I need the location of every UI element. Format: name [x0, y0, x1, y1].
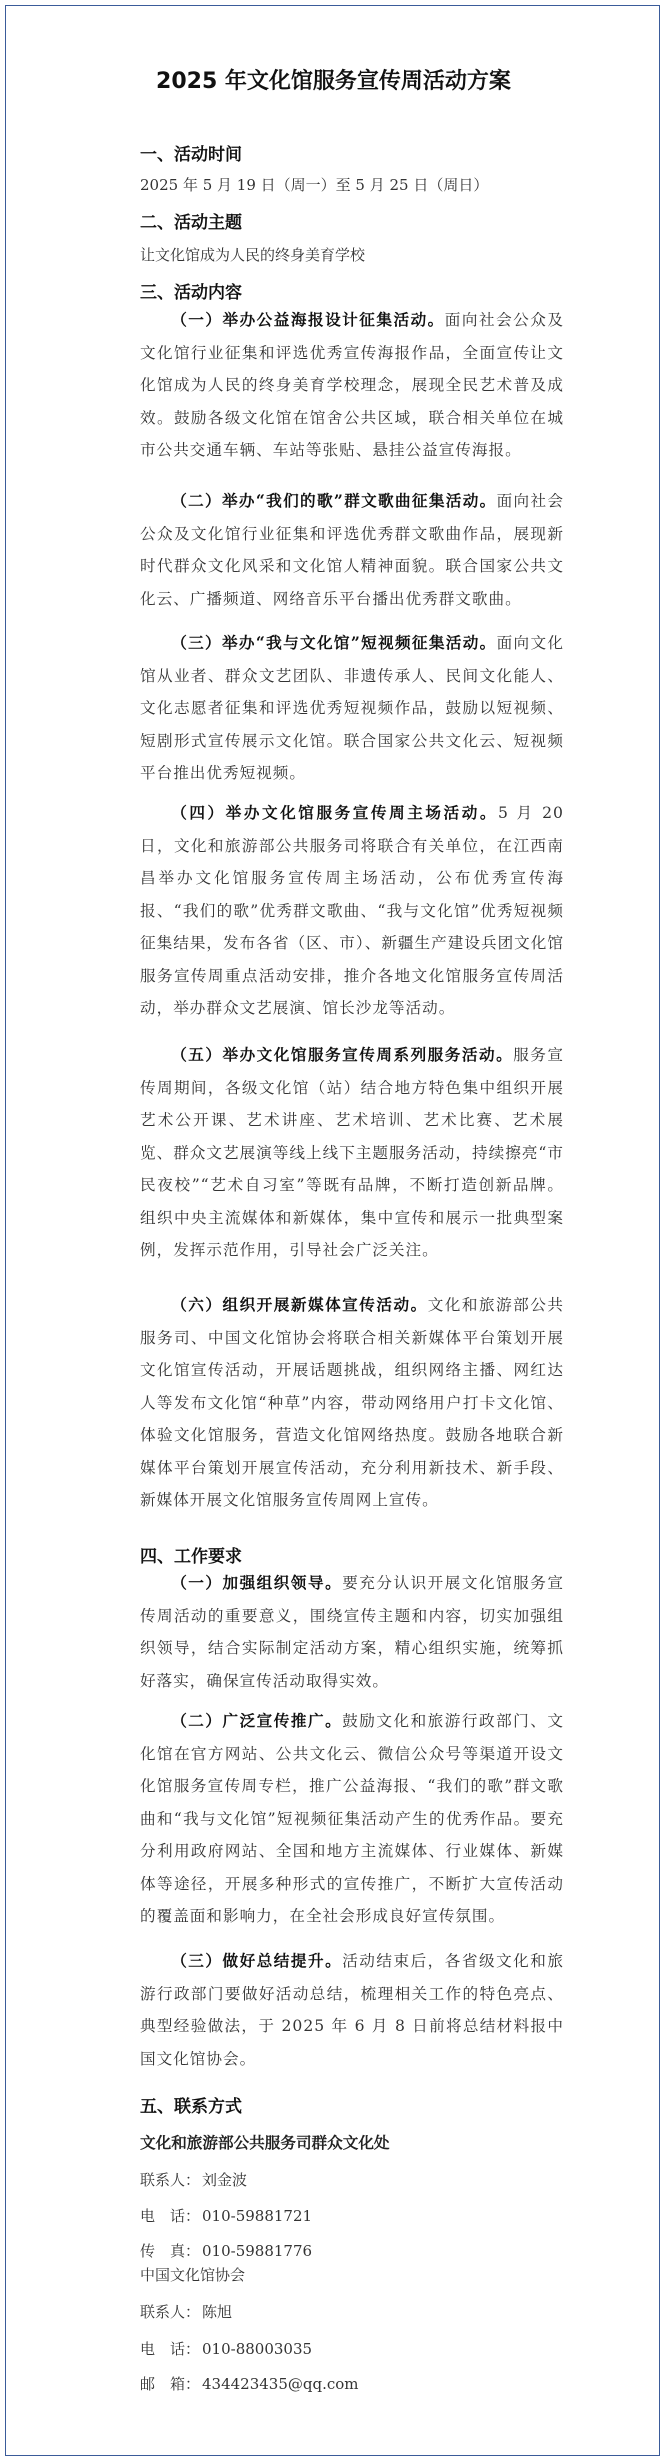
section-heading-contact: 五、联系方式	[140, 2097, 242, 2117]
requirement-item-lead: （一）加强组织领导。	[171, 1573, 343, 1592]
contact-fax-value: 010-59881776	[202, 2242, 313, 2260]
contact-person-row	[140, 2169, 247, 2190]
content-item-lead: （五）举办文化馆服务宣传周系列服务活动。	[171, 1045, 514, 1064]
requirement-item-lead: （三）做好总结提升。	[171, 1951, 343, 1970]
contact-fax-label: 传 真：	[140, 2242, 201, 2260]
content-item-body: 服务宣传周期间，各级文化馆（站）结合地方特色集中组织开展艺术公开课、艺术讲座、艺术培训、艺术比赛、艺术展览、群众文艺展演等线上线下主题服务活动，持续擦亮“市民夜校”“艺术自习室”等既有品牌，不断打造创新品牌。组织中央主流媒体和新媒体，集中宣传和展示一批典型案例，发挥示范作用，引导社会广泛关注。	[140, 1046, 564, 1259]
contact-phone-label: 电 话：	[140, 2207, 201, 2225]
requirement-item-lead: （二）广泛宣传推广。	[171, 1711, 343, 1730]
content-item-body: 5 月 20 日，文化和旅游部公共服务司将联合有关单位，在江西南昌举办文化馆服务宣传周主场活动，公布优秀宣传海报、“我们的歌”优秀群文歌曲、“我与文化馆”优秀短视频征集结果，发布各省（区、市）、新疆生产建设兵团文化馆服务宣传周重点活动安排，推介各地文化馆服务宣传周活动，举办群众文艺展演、馆长沙龙等活动。	[140, 804, 564, 1017]
requirement-item-body: 活动结束后，各省级文化和旅游行政部门要做好活动总结，梳理相关工作的特色亮点、典型经验做法，于 2025 年 6 月 8 日前将总结材料报中国文化馆协会。	[140, 1952, 564, 2068]
content-item-lead: （六）组织开展新媒体宣传活动。	[171, 1295, 428, 1314]
contact-phone-row	[140, 2338, 312, 2359]
contact-phone-row	[140, 2205, 312, 2226]
contact-person-label: 联系人：	[140, 2303, 201, 2321]
content-item-body: 面向文化馆从业者、群众文艺团队、非遗传承人、民间文化能人、文化志愿者征集和评选优秀短视频作品，鼓励以短视频、短剧形式宣传展示文化馆。联合国家公共文化云、短视频平台推出优秀短视频。	[140, 634, 564, 782]
contact-phone-value: 010-88003035	[202, 2340, 313, 2358]
content-item-lead: （二）举办“我们的歌”群文歌曲征集活动。	[171, 491, 497, 510]
contact-person-label: 联系人：	[140, 2171, 201, 2189]
content-item-lead: （四）举办文化馆服务宣传周主场活动。	[171, 803, 499, 822]
content-item-body: 文化和旅游部公共服务司、中国文化馆协会将联合相关新媒体平台策划开展文化馆宣传活动，开展话题挑战，组织网络主播、网红达人等发布文化馆“种草”内容，带动网络用户打卡文化馆、体验文化馆服务，营造文化馆网络热度。鼓励各地联合新媒体平台策划开展宣传活动，充分利用新技术、新手段、新媒体开展文化馆服务宣传周网上宣传。	[140, 1296, 564, 1509]
content-item-new-media	[140, 1289, 564, 1517]
section-heading-requirements: 四、工作要求	[140, 1547, 242, 1567]
content-item-poster	[140, 304, 564, 467]
section-heading-content: 三、活动内容	[140, 283, 242, 303]
contact-person-row	[140, 2301, 232, 2322]
content-item-short-video	[140, 627, 564, 790]
content-item-series-services	[140, 1039, 564, 1267]
contact-phone-value: 010-59881721	[202, 2207, 313, 2225]
section-heading-time: 一、活动时间	[140, 145, 242, 165]
activity-time-text: 2025 年 5 月 19 日（周一）至 5 月 25 日（周日）	[140, 176, 489, 194]
contact-person-value: 刘金波	[202, 2171, 248, 2189]
content-item-body: 面向社会公众及文化馆行业征集和评选优秀宣传海报作品，全面宣传让文化馆成为人民的终身美育学校理念，展现全民艺术普及成效。鼓励各级文化馆在馆舍公共区域，联合相关单位在城市公共交通车辆、车站等张贴、悬挂公益宣传海报。	[140, 311, 564, 459]
requirement-item-promotion	[140, 1705, 564, 1933]
content-item-lead: （三）举办“我与文化馆”短视频征集活动。	[171, 633, 497, 652]
requirement-item-leadership	[140, 1567, 564, 1697]
contact-person-value: 陈旭	[202, 2303, 233, 2321]
contact-email-row	[140, 2373, 359, 2394]
contact-fax-row	[140, 2240, 312, 2261]
contact-org-ministry: 文化和旅游部公共服务司群众文化处	[140, 2133, 390, 2152]
content-item-main-event	[140, 797, 564, 1025]
contact-email-label: 邮 箱：	[140, 2375, 201, 2393]
activity-theme-text: 让文化馆成为人民的终身美育学校	[140, 246, 366, 264]
requirement-item-body: 要充分认识开展文化馆服务宣传周活动的重要意义，围绕宣传主题和内容，切实加强组织领导，结合实际制定活动方案，精心组织实施，统筹抓好落实，确保宣传活动取得实效。	[140, 1574, 564, 1690]
page-title: 2025 年文化馆服务宣传周活动方案	[156, 69, 511, 94]
content-item-songs	[140, 485, 564, 615]
section-heading-theme: 二、活动主题	[140, 213, 242, 233]
contact-email-value: 434423435@qq.com	[202, 2375, 359, 2393]
requirement-item-summary	[140, 1945, 564, 2075]
content-item-body: 面向社会公众及文化馆行业征集和评选优秀群文歌曲作品，展现新时代群众文化风采和文化馆人精神面貌。联合国家公共文化云、广播频道、网络音乐平台播出优秀群文歌曲。	[140, 492, 564, 608]
contact-org-association: 中国文化馆协会	[140, 2266, 246, 2284]
content-item-lead: （一）举办公益海报设计征集活动。	[171, 310, 445, 329]
contact-phone-label: 电 话：	[140, 2340, 201, 2358]
requirement-item-body: 鼓励文化和旅游行政部门、文化馆在官方网站、公共文化云、微信公众号等渠道开设文化馆服务宣传周专栏，推广公益海报、“我们的歌”群文歌曲和“我与文化馆”短视频征集活动产生的优秀作品。要充分利用政府网站、全国和地方主流媒体、行业媒体、新媒体等途径，开展多种形式的宣传推广，不断扩大宣传活动的覆盖面和影响力，在全社会形成良好宣传氛围。	[140, 1712, 564, 1925]
